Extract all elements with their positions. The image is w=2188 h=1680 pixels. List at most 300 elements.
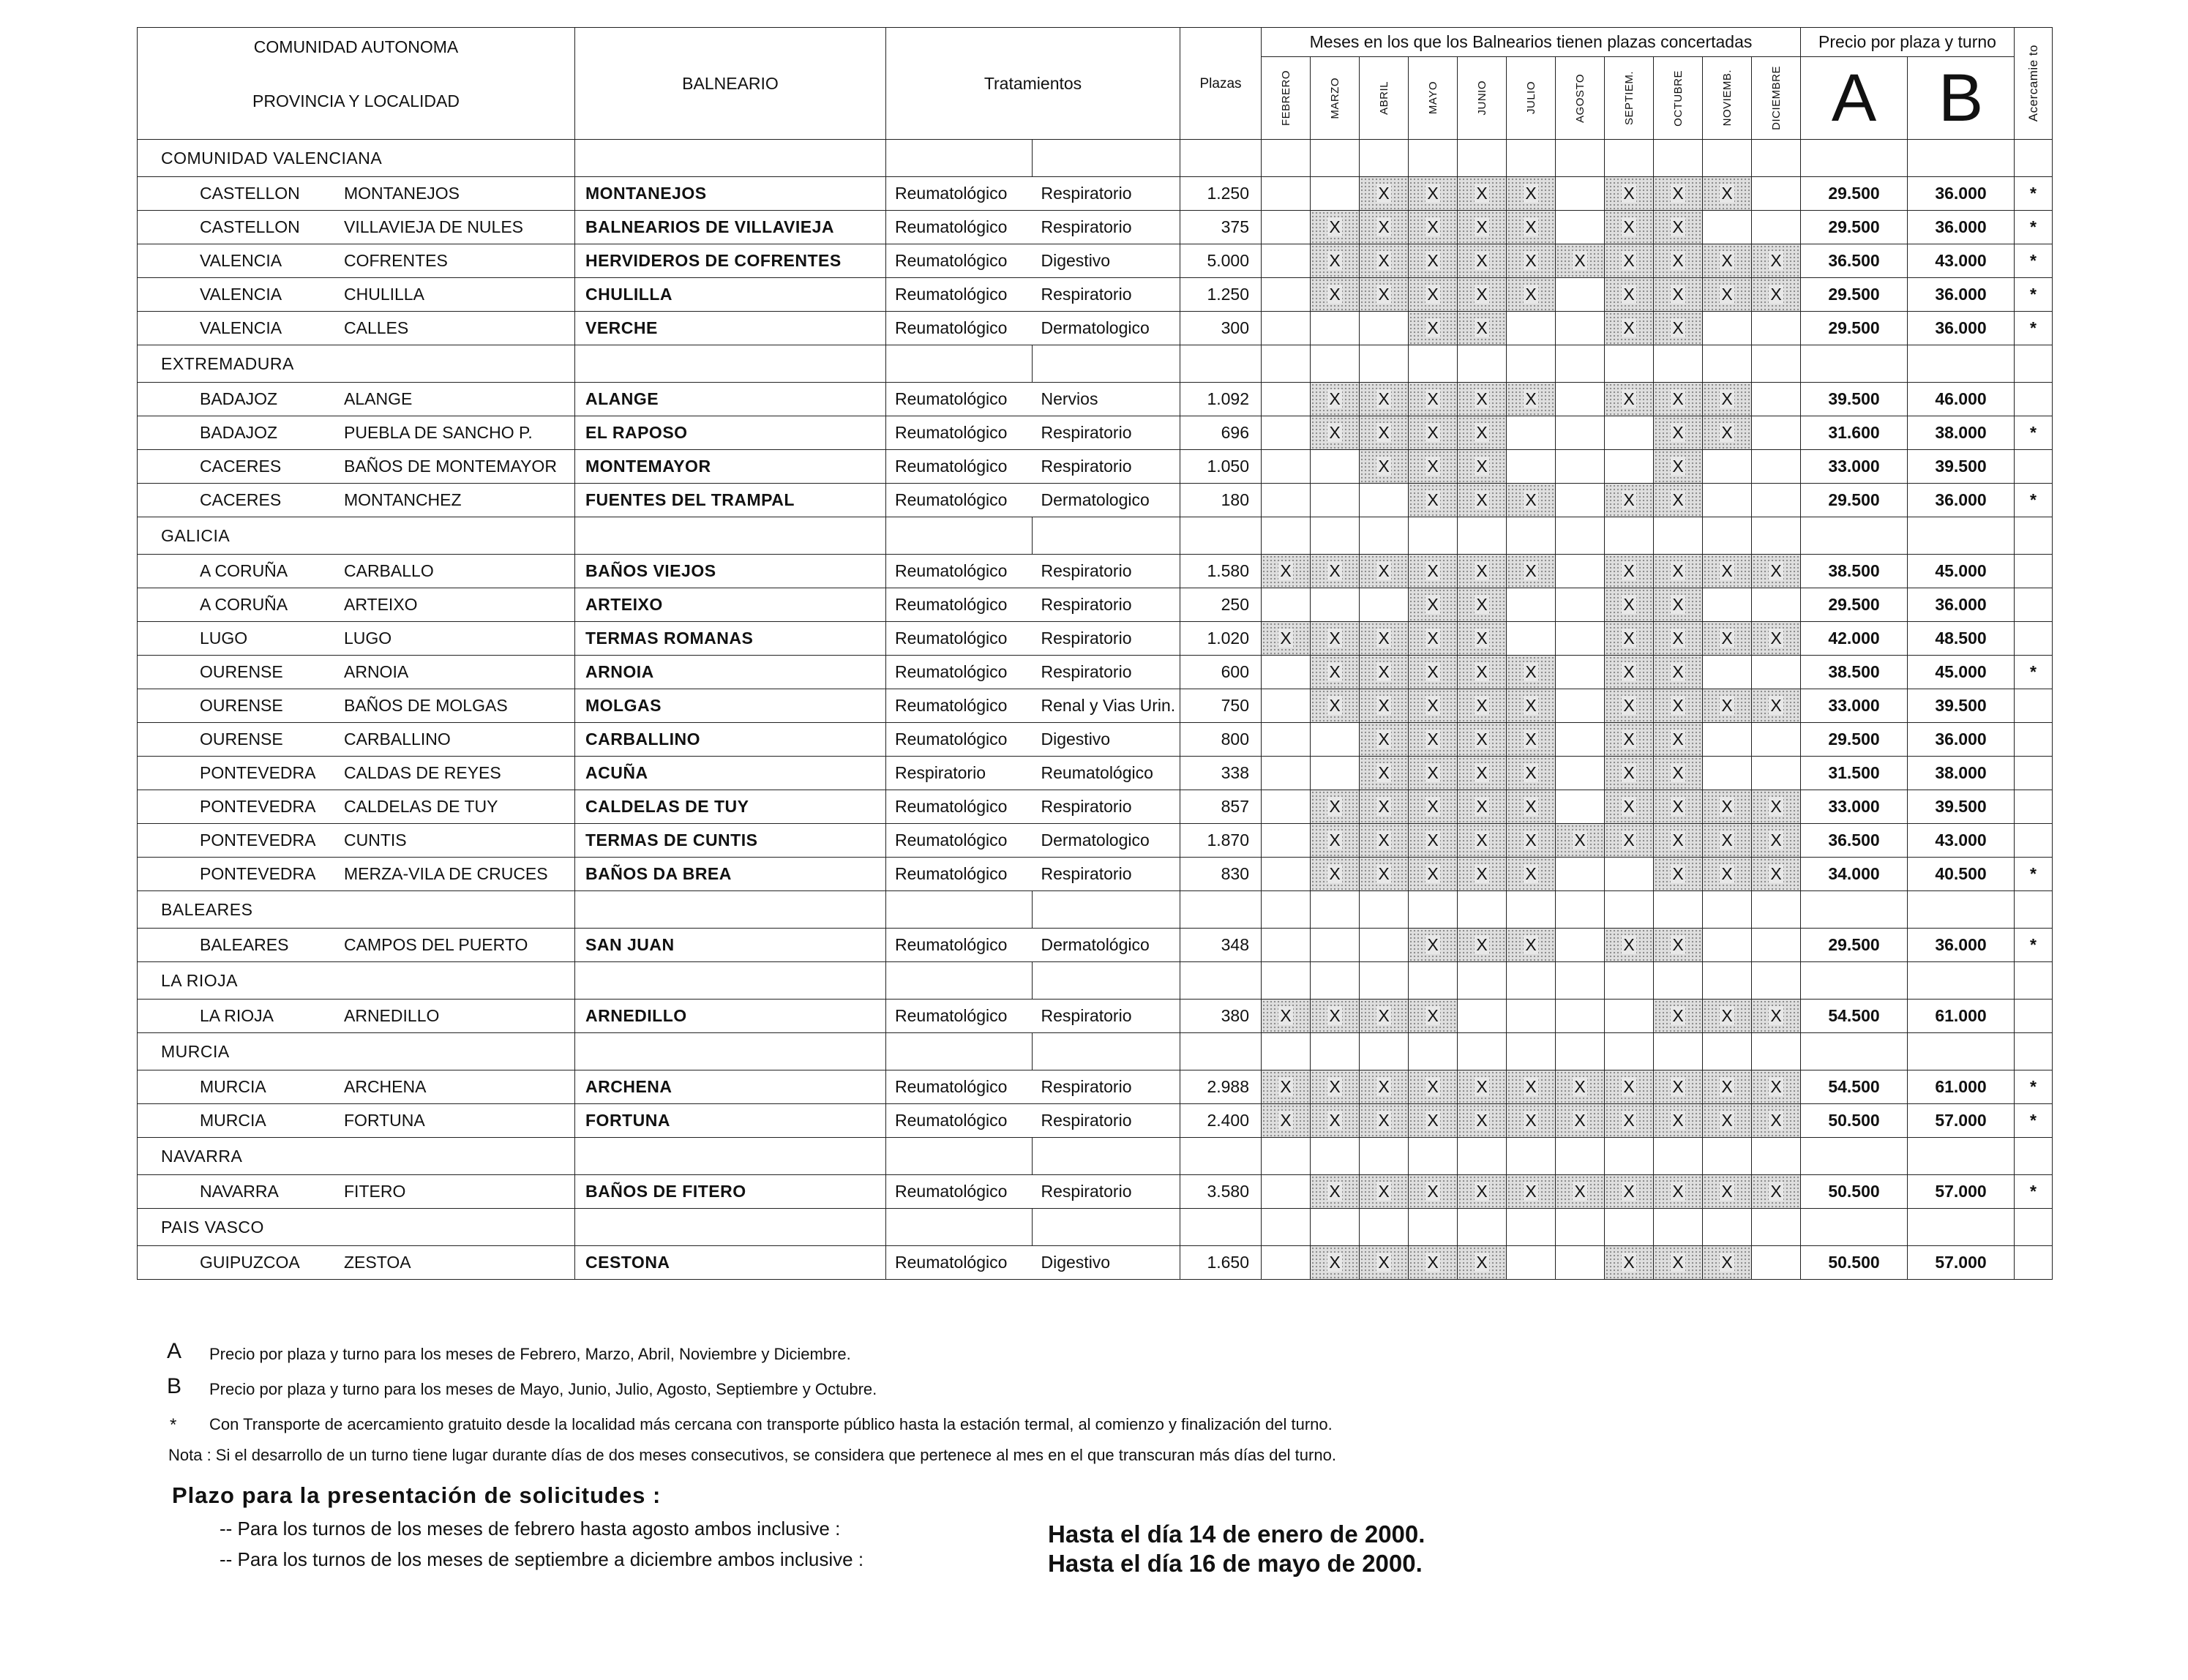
balneario-name: MONTANEJOS xyxy=(575,177,886,211)
price-b: 45.000 xyxy=(1908,555,2015,588)
month-cell xyxy=(1262,1246,1311,1280)
price-a: 31.600 xyxy=(1801,416,1908,450)
empty-cell xyxy=(886,345,1033,383)
plazas-value: 338 xyxy=(1180,757,1262,790)
empty-cell xyxy=(1033,1138,1180,1175)
month-cell xyxy=(1556,244,1605,278)
header-month: MARZO xyxy=(1311,57,1360,140)
x-mark: X xyxy=(1721,184,1733,203)
empty-cell xyxy=(2015,891,2053,929)
balneario-name: BAÑOS VIEJOS xyxy=(575,555,886,588)
x-mark: X xyxy=(1525,184,1537,203)
month-cell xyxy=(1654,824,1703,858)
x-mark: X xyxy=(1525,662,1537,681)
month-cell xyxy=(1458,383,1507,416)
provincia: PONTEVEDRA xyxy=(200,763,316,782)
empty-cell xyxy=(1752,1033,1801,1070)
table-row xyxy=(138,790,2053,824)
empty-cell xyxy=(1908,1138,2015,1175)
month-cell xyxy=(1507,312,1556,345)
month-cell xyxy=(1458,177,1507,211)
empty-cell xyxy=(1703,1138,1752,1175)
month-cell xyxy=(1409,244,1458,278)
provincia: VALENCIA xyxy=(200,318,282,337)
provincia: LA RIOJA xyxy=(200,1006,274,1025)
localidad: MONTANEJOS xyxy=(344,184,460,203)
tratamiento-2: Respiratorio xyxy=(1033,790,1180,824)
month-cell xyxy=(1360,450,1409,484)
localidad: ARNOIA xyxy=(344,662,409,681)
x-mark: X xyxy=(1329,629,1341,648)
price-a: 29.500 xyxy=(1801,278,1908,312)
table-row xyxy=(138,689,2053,723)
header-month: JULIO xyxy=(1507,57,1556,140)
x-mark: X xyxy=(1623,217,1635,236)
month-cell xyxy=(1360,824,1409,858)
x-mark: X xyxy=(1427,696,1439,715)
tratamiento-2: Digestivo xyxy=(1033,723,1180,757)
table-row xyxy=(138,757,2053,790)
x-mark: X xyxy=(1623,662,1635,681)
tratamiento-1: Reumatológico xyxy=(886,790,1033,824)
price-a: 29.500 xyxy=(1801,484,1908,517)
x-mark: X xyxy=(1329,797,1341,816)
empty-cell xyxy=(1801,1033,1908,1070)
x-mark: X xyxy=(1623,629,1635,648)
province-locality xyxy=(138,929,575,962)
acercamiento-mark: * xyxy=(2015,1070,2053,1104)
acercamiento-mark xyxy=(2015,1246,2053,1280)
tratamiento-1: Reumatológico xyxy=(886,278,1033,312)
table-row xyxy=(138,824,2053,858)
tratamiento-2: Respiratorio xyxy=(1033,450,1180,484)
month-cell xyxy=(1262,656,1311,689)
region-row xyxy=(138,1033,2053,1070)
x-mark: X xyxy=(1329,561,1341,580)
month-cell xyxy=(1556,312,1605,345)
month-cell xyxy=(1654,858,1703,891)
month-cell xyxy=(1311,790,1360,824)
empty-cell xyxy=(1360,1138,1409,1175)
x-mark: X xyxy=(1427,864,1439,883)
header-acercamiento: Acercamie to xyxy=(2015,28,2053,140)
header-price-b: B xyxy=(1908,57,2015,140)
balneario-name: CARBALLINO xyxy=(575,723,886,757)
month-cell xyxy=(1605,929,1654,962)
month-cell xyxy=(1703,656,1752,689)
month-cell xyxy=(1703,244,1752,278)
x-mark: X xyxy=(1427,490,1439,509)
header-tratamientos: Tratamientos xyxy=(886,28,1180,140)
plazas-value: 300 xyxy=(1180,312,1262,345)
month-cell xyxy=(1262,1104,1311,1138)
empty-cell xyxy=(1409,891,1458,929)
tratamiento-2: Respiratorio xyxy=(1033,1175,1180,1209)
month-cell xyxy=(1654,211,1703,244)
x-mark: X xyxy=(1378,1182,1390,1201)
month-cell xyxy=(1556,757,1605,790)
tratamiento-2: Respiratorio xyxy=(1033,1104,1180,1138)
price-a: 33.000 xyxy=(1801,790,1908,824)
price-b: 45.000 xyxy=(1908,656,2015,689)
month-cell xyxy=(1360,1104,1409,1138)
month-cell xyxy=(1752,484,1801,517)
tratamiento-1: Reumatológico xyxy=(886,1175,1033,1209)
localidad: CAMPOS DEL PUERTO xyxy=(344,935,528,954)
plazas-value: 830 xyxy=(1180,858,1262,891)
month-cell xyxy=(1507,656,1556,689)
empty-cell xyxy=(575,1033,886,1070)
deadline-item-1: -- Para los turnos de los meses de febrero hasta agosto ambos inclusive : xyxy=(220,1518,841,1540)
empty-cell xyxy=(1605,1033,1654,1070)
plazas-value: 800 xyxy=(1180,723,1262,757)
month-cell xyxy=(1703,177,1752,211)
empty-cell xyxy=(1409,1033,1458,1070)
x-mark: X xyxy=(1672,1077,1684,1096)
localidad: ARCHENA xyxy=(344,1077,427,1096)
month-cell xyxy=(1360,278,1409,312)
price-a: 50.500 xyxy=(1801,1246,1908,1280)
price-b: 48.500 xyxy=(1908,622,2015,656)
x-mark: X xyxy=(1378,423,1390,442)
x-mark: X xyxy=(1476,318,1488,337)
province-locality xyxy=(138,622,575,656)
month-cell xyxy=(1507,1246,1556,1280)
empty-cell xyxy=(1605,517,1654,555)
x-mark: X xyxy=(1721,1111,1733,1130)
x-mark: X xyxy=(1329,1077,1341,1096)
provincia: VALENCIA xyxy=(200,285,282,304)
empty-cell xyxy=(1033,1033,1180,1070)
region-row xyxy=(138,962,2053,1000)
tratamiento-2: Respiratorio xyxy=(1033,211,1180,244)
header-balneario: BALNEARIO xyxy=(575,28,886,140)
tratamiento-2: Dermatologico xyxy=(1033,484,1180,517)
deadline-title: Plazo para la presentación de solicitudes : xyxy=(172,1482,662,1508)
localidad: VILLAVIEJA DE NULES xyxy=(344,217,524,236)
month-cell xyxy=(1605,450,1654,484)
price-b: 39.500 xyxy=(1908,790,2015,824)
x-mark: X xyxy=(1721,561,1733,580)
x-mark: X xyxy=(1721,864,1733,883)
x-mark: X xyxy=(1476,1111,1488,1130)
table-row xyxy=(138,383,2053,416)
x-mark: X xyxy=(1427,389,1439,408)
empty-cell xyxy=(1801,345,1908,383)
tratamiento-2: Digestivo xyxy=(1033,1246,1180,1280)
province-locality xyxy=(138,824,575,858)
tratamiento-2: Respiratorio xyxy=(1033,1000,1180,1033)
empty-cell xyxy=(1311,1209,1360,1246)
empty-cell xyxy=(1801,517,1908,555)
x-mark: X xyxy=(1525,864,1537,883)
month-cell xyxy=(1458,1175,1507,1209)
empty-cell xyxy=(1507,891,1556,929)
empty-cell xyxy=(1605,345,1654,383)
month-cell xyxy=(1458,723,1507,757)
table-row xyxy=(138,244,2053,278)
x-mark: X xyxy=(1672,864,1684,883)
acercamiento-mark xyxy=(2015,824,2053,858)
empty-cell xyxy=(1458,517,1507,555)
month-cell xyxy=(1703,622,1752,656)
month-cell xyxy=(1262,211,1311,244)
table-row xyxy=(138,656,2053,689)
acercamiento-mark: * xyxy=(2015,244,2053,278)
month-cell xyxy=(1556,1104,1605,1138)
tratamiento-2: Respiratorio xyxy=(1033,177,1180,211)
x-mark: X xyxy=(1623,389,1635,408)
price-b: 36.000 xyxy=(1908,312,2015,345)
month-cell xyxy=(1311,484,1360,517)
table-row xyxy=(138,450,2053,484)
provincia: PONTEVEDRA xyxy=(200,797,316,816)
note-b-text: Precio por plaza y turno para los meses de Mayo, Junio, Julio, Agosto, Septiembre y Octubre. xyxy=(209,1380,877,1398)
month-cell xyxy=(1703,1246,1752,1280)
region-row xyxy=(138,517,2053,555)
region-name: BALEARES xyxy=(138,891,575,929)
header-region-province xyxy=(138,28,575,140)
empty-cell xyxy=(1311,517,1360,555)
month-cell xyxy=(1262,1000,1311,1033)
price-b: 36.000 xyxy=(1908,588,2015,622)
month-cell xyxy=(1409,1000,1458,1033)
x-mark: X xyxy=(1378,797,1390,816)
month-cell xyxy=(1311,1000,1360,1033)
month-cell xyxy=(1605,723,1654,757)
month-cell xyxy=(1360,1000,1409,1033)
x-mark: X xyxy=(1427,184,1439,203)
tratamiento-2: Reumatológico xyxy=(1033,757,1180,790)
localidad: CARBALLINO xyxy=(344,730,451,749)
month-cell xyxy=(1458,312,1507,345)
x-mark: X xyxy=(1329,285,1341,304)
empty-cell xyxy=(1409,517,1458,555)
month-cell xyxy=(1703,929,1752,962)
plazas-value: 1.250 xyxy=(1180,177,1262,211)
x-mark: X xyxy=(1672,595,1684,614)
header-comunidad: COMUNIDAD AUTONOMA xyxy=(253,37,459,56)
empty-cell xyxy=(1311,962,1360,1000)
x-mark: X xyxy=(1672,490,1684,509)
month-cell xyxy=(1703,757,1752,790)
x-mark: X xyxy=(1525,285,1537,304)
month-cell xyxy=(1409,790,1458,824)
empty-cell xyxy=(1180,1138,1262,1175)
month-cell xyxy=(1409,416,1458,450)
province-locality xyxy=(138,555,575,588)
month-cell xyxy=(1605,689,1654,723)
localidad: CALDAS DE REYES xyxy=(344,763,501,782)
province-locality xyxy=(138,177,575,211)
month-cell xyxy=(1311,689,1360,723)
month-cell xyxy=(1360,1246,1409,1280)
empty-cell xyxy=(1556,1033,1605,1070)
month-cell xyxy=(1458,790,1507,824)
x-mark: X xyxy=(1378,763,1390,782)
empty-cell xyxy=(1703,140,1752,177)
localidad: ZESTOA xyxy=(344,1253,411,1272)
price-b: 36.000 xyxy=(1908,278,2015,312)
month-cell xyxy=(1311,555,1360,588)
tratamiento-2: Renal y Vias Urin. xyxy=(1033,689,1180,723)
x-mark: X xyxy=(1623,595,1635,614)
empty-cell xyxy=(575,140,886,177)
empty-cell xyxy=(1180,1033,1262,1070)
provincia: CACERES xyxy=(200,490,282,509)
empty-cell xyxy=(1458,1209,1507,1246)
month-cell xyxy=(1262,824,1311,858)
month-cell xyxy=(1654,929,1703,962)
x-mark: X xyxy=(1721,1077,1733,1096)
empty-cell xyxy=(1908,517,2015,555)
month-cell xyxy=(1556,383,1605,416)
x-mark: X xyxy=(1623,763,1635,782)
provincia: PONTEVEDRA xyxy=(200,830,316,850)
empty-cell xyxy=(1908,962,2015,1000)
month-cell xyxy=(1409,723,1458,757)
month-cell xyxy=(1311,929,1360,962)
x-mark: X xyxy=(1721,1006,1733,1025)
month-cell xyxy=(1360,211,1409,244)
month-cell xyxy=(1458,1104,1507,1138)
x-mark: X xyxy=(1476,629,1488,648)
empty-cell xyxy=(1180,345,1262,383)
x-mark: X xyxy=(1623,696,1635,715)
x-mark: X xyxy=(1427,797,1439,816)
x-mark: X xyxy=(1427,595,1439,614)
x-mark: X xyxy=(1525,1182,1537,1201)
month-cell xyxy=(1409,177,1458,211)
month-cell xyxy=(1703,312,1752,345)
x-mark: X xyxy=(1476,595,1488,614)
month-cell xyxy=(1262,588,1311,622)
month-cell xyxy=(1409,622,1458,656)
acercamiento-mark xyxy=(2015,723,2053,757)
tratamiento-2: Respiratorio xyxy=(1033,278,1180,312)
province-locality xyxy=(138,1104,575,1138)
x-mark: X xyxy=(1623,1111,1635,1130)
month-cell xyxy=(1605,177,1654,211)
tratamiento-2: Respiratorio xyxy=(1033,555,1180,588)
month-cell xyxy=(1262,555,1311,588)
acercamiento-mark: * xyxy=(2015,858,2053,891)
month-cell xyxy=(1703,824,1752,858)
x-mark: X xyxy=(1672,389,1684,408)
x-mark: X xyxy=(1525,730,1537,749)
empty-cell xyxy=(1311,891,1360,929)
plazas-value: 1.580 xyxy=(1180,555,1262,588)
month-cell xyxy=(1605,1000,1654,1033)
tratamiento-2: Respiratorio xyxy=(1033,588,1180,622)
month-cell xyxy=(1409,1070,1458,1104)
empty-cell xyxy=(1409,1138,1458,1175)
x-mark: X xyxy=(1770,629,1782,648)
acercamiento-mark xyxy=(2015,757,2053,790)
x-mark: X xyxy=(1672,285,1684,304)
month-cell xyxy=(1703,484,1752,517)
month-cell xyxy=(1703,555,1752,588)
month-cell xyxy=(1507,1070,1556,1104)
month-cell xyxy=(1458,211,1507,244)
empty-cell xyxy=(1556,891,1605,929)
x-mark: X xyxy=(1378,217,1390,236)
x-mark: X xyxy=(1378,1253,1390,1272)
localidad: ALANGE xyxy=(344,389,413,408)
month-cell xyxy=(1605,555,1654,588)
month-cell xyxy=(1409,312,1458,345)
x-mark: X xyxy=(1672,251,1684,270)
month-cell xyxy=(1654,450,1703,484)
x-mark: X xyxy=(1672,830,1684,850)
empty-cell xyxy=(1262,517,1311,555)
empty-cell xyxy=(1409,1209,1458,1246)
x-mark: X xyxy=(1378,561,1390,580)
empty-cell xyxy=(1262,1209,1311,1246)
month-cell xyxy=(1507,555,1556,588)
month-cell xyxy=(1752,555,1801,588)
empty-cell xyxy=(1654,345,1703,383)
price-b: 38.000 xyxy=(1908,416,2015,450)
month-cell xyxy=(1752,1246,1801,1280)
region-name: GALICIA xyxy=(138,517,575,555)
x-mark: X xyxy=(1476,217,1488,236)
month-cell xyxy=(1654,656,1703,689)
empty-cell xyxy=(1360,345,1409,383)
month-cell xyxy=(1409,1246,1458,1280)
x-mark: X xyxy=(1427,935,1439,954)
empty-cell xyxy=(1703,891,1752,929)
region-row xyxy=(138,1209,2053,1246)
tratamiento-2: Dermatologico xyxy=(1033,824,1180,858)
month-cell xyxy=(1605,656,1654,689)
empty-cell xyxy=(575,517,886,555)
acercamiento-mark: * xyxy=(2015,484,2053,517)
x-mark: X xyxy=(1378,629,1390,648)
tratamiento-2: Respiratorio xyxy=(1033,858,1180,891)
empty-cell xyxy=(1033,1209,1180,1246)
x-mark: X xyxy=(1427,561,1439,580)
tratamiento-2: Respiratorio xyxy=(1033,656,1180,689)
x-mark: X xyxy=(1427,285,1439,304)
empty-cell xyxy=(2015,1033,2053,1070)
empty-cell xyxy=(886,140,1033,177)
price-a: 54.500 xyxy=(1801,1070,1908,1104)
month-cell xyxy=(1556,929,1605,962)
x-mark: X xyxy=(1476,285,1488,304)
province-locality xyxy=(138,588,575,622)
empty-cell xyxy=(1360,962,1409,1000)
month-cell xyxy=(1360,757,1409,790)
x-mark: X xyxy=(1329,217,1341,236)
empty-cell xyxy=(1605,140,1654,177)
empty-cell xyxy=(1311,1138,1360,1175)
x-mark: X xyxy=(1476,696,1488,715)
empty-cell xyxy=(575,1138,886,1175)
x-mark: X xyxy=(1672,423,1684,442)
empty-cell xyxy=(575,1209,886,1246)
month-cell xyxy=(1703,689,1752,723)
month-cell xyxy=(1654,588,1703,622)
balneario-name: CHULILLA xyxy=(575,278,886,312)
x-mark: X xyxy=(1378,251,1390,270)
month-cell xyxy=(1409,824,1458,858)
price-a: 42.000 xyxy=(1801,622,1908,656)
month-cell xyxy=(1311,622,1360,656)
x-mark: X xyxy=(1721,1253,1733,1272)
empty-cell xyxy=(886,1033,1033,1070)
plazas-value: 1.020 xyxy=(1180,622,1262,656)
